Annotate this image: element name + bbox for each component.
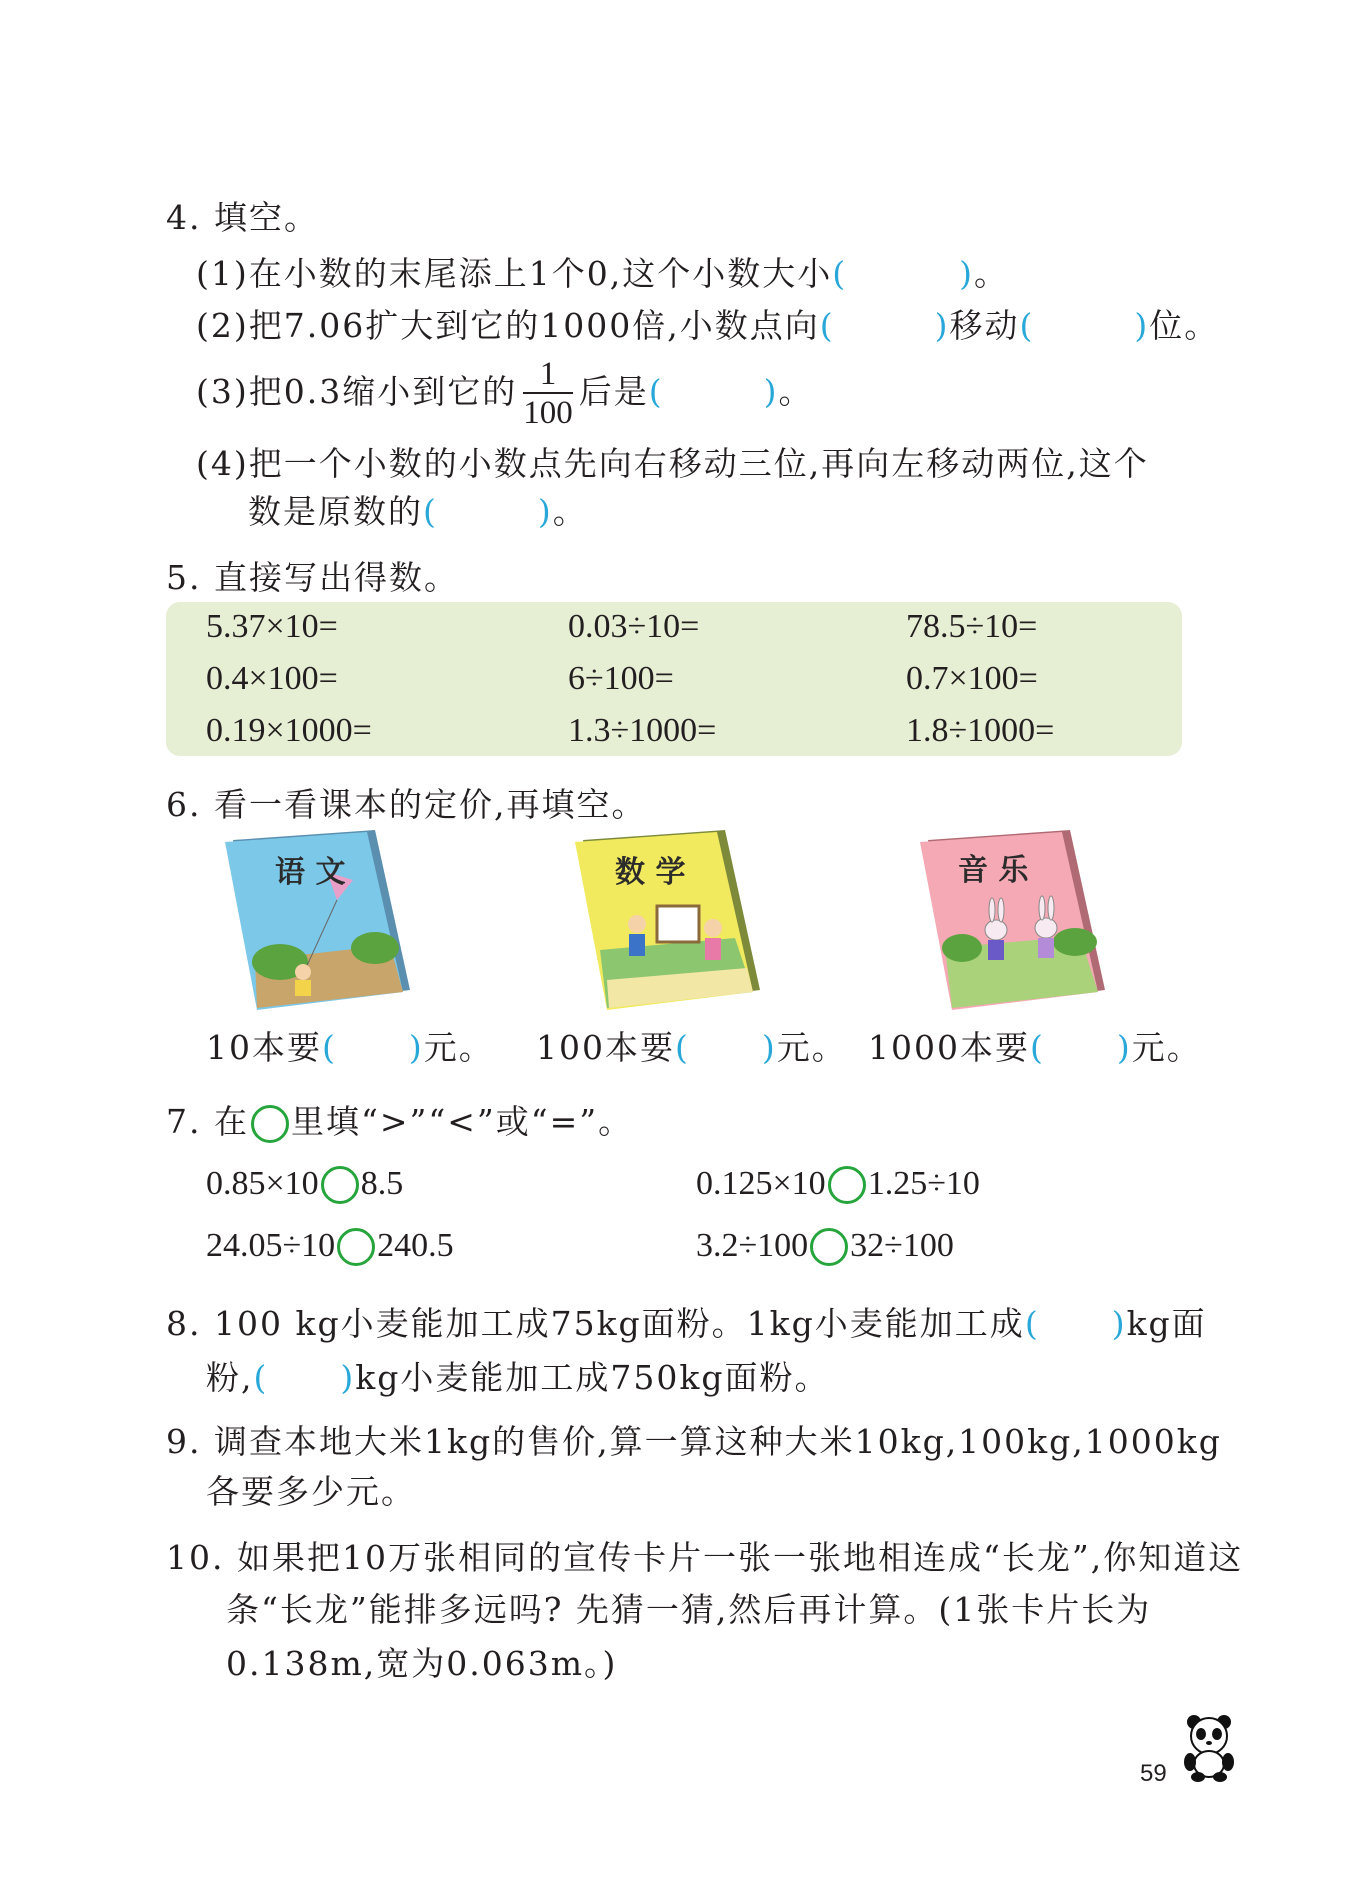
q7-title: 7. 在 里填“>”“<”或“=”。 bbox=[166, 1102, 634, 1141]
compare-circle[interactable] bbox=[828, 1166, 866, 1204]
calc-item: 0.4×100= bbox=[206, 660, 338, 697]
fraction: $\frac{1}{100}$ bbox=[523, 356, 573, 431]
compare-item: 0.85×10 8.5 bbox=[206, 1165, 404, 1202]
calc-item: 1.8÷1000= bbox=[906, 712, 1055, 749]
answer-blank[interactable]: ( ) bbox=[253, 1358, 356, 1397]
compare-item: 24.05÷10 240.5 bbox=[206, 1227, 454, 1264]
answer-blank[interactable]: ( ) bbox=[1029, 1028, 1132, 1067]
q6-title: 6. 看一看课本的定价,再填空。 bbox=[166, 785, 647, 824]
page-number: 59 bbox=[1140, 1760, 1167, 1787]
compare-circle[interactable] bbox=[810, 1228, 848, 1266]
circle-icon bbox=[251, 1105, 289, 1143]
answer-blank[interactable]: ( ) bbox=[648, 372, 779, 411]
answer-blank[interactable]: ( ) bbox=[832, 254, 974, 293]
q4-item-3: (3)把0.3缩小到它的 $\frac{1}{100}$ 后是( )。 bbox=[196, 356, 814, 431]
compare-circle[interactable] bbox=[337, 1228, 375, 1266]
q9-line1: 9. 调查本地大米1kg的售价,算一算这种大米10kg,100kg,1000kg bbox=[166, 1422, 1222, 1461]
q4-item-4-line1: (4)把一个小数的小数点先向右移动三位,再向左移动两位,这个 bbox=[196, 444, 1149, 483]
q4-item-1-text: (1)在小数的末尾添上1个0,这个小数大小 bbox=[196, 254, 833, 293]
q4-item-1: (1)在小数的末尾添上1个0,这个小数大小( )。 bbox=[196, 254, 1009, 293]
q6-answer-2: 100本要( )元。 bbox=[536, 1028, 847, 1067]
book-math-illustration bbox=[575, 830, 770, 1010]
book-music-illustration bbox=[920, 830, 1115, 1010]
answer-blank[interactable]: ( ) bbox=[675, 1028, 777, 1067]
calc-item: 78.5÷10= bbox=[906, 608, 1038, 645]
book-title: 数 学 bbox=[615, 855, 686, 890]
compare-item: 3.2÷100 32÷100 bbox=[696, 1227, 954, 1264]
answer-blank[interactable]: ( ) bbox=[1024, 1304, 1127, 1343]
calc-item: 0.03÷10= bbox=[568, 608, 700, 645]
q9-line2: 各要多少元。 bbox=[206, 1472, 416, 1511]
q6-answer-1: 10本要( )元。 bbox=[206, 1028, 494, 1067]
q8-line2: 粉,( )kg小麦能加工成750kg面粉。 bbox=[206, 1358, 830, 1397]
calc-item: 6÷100= bbox=[568, 660, 674, 697]
answer-blank[interactable]: ( ) bbox=[423, 492, 553, 531]
book-title: 语 文 bbox=[275, 855, 346, 890]
q4-item-2: (2)把7.06扩大到它的1000倍,小数点向( )移动( )位。 bbox=[196, 306, 1220, 345]
calc-item: 0.19×1000= bbox=[206, 712, 372, 749]
compare-item: 0.125×10 1.25÷10 bbox=[696, 1165, 980, 1202]
book-title: 音 乐 bbox=[958, 853, 1029, 888]
answer-blank[interactable]: ( ) bbox=[322, 1028, 424, 1067]
q4-title: 4. 填空。 bbox=[166, 198, 319, 237]
answer-blank[interactable]: ( ) bbox=[1019, 306, 1150, 345]
q10-line3: 0.138m,宽为0.063m。) bbox=[226, 1644, 618, 1683]
q10-line2: 条“长龙”能排多远吗? 先猜一猜,然后再计算。(1张卡片长为 bbox=[226, 1590, 1152, 1629]
compare-circle[interactable] bbox=[321, 1166, 359, 1204]
calc-item: 0.7×100= bbox=[906, 660, 1038, 697]
q8-line1: 8. 100 kg小麦能加工成75kg面粉。1kg小麦能加工成( )kg面 bbox=[166, 1304, 1207, 1343]
q5-title: 5. 直接写出得数。 bbox=[166, 558, 459, 597]
q6-answer-3: 1000本要( )元。 bbox=[868, 1028, 1202, 1067]
answer-blank[interactable]: ( ) bbox=[819, 306, 950, 345]
panda-icon bbox=[1180, 1712, 1240, 1782]
q4-item-4-line2: 数是原数的( )。 bbox=[248, 492, 588, 531]
calc-item: 1.3÷1000= bbox=[568, 712, 717, 749]
book-chinese-illustration bbox=[225, 830, 420, 1010]
calc-item: 5.37×10= bbox=[206, 608, 338, 645]
q10-line1: 10. 如果把10万张相同的宣传卡片一张一张地相连成“长龙”,你知道这 bbox=[166, 1538, 1244, 1577]
